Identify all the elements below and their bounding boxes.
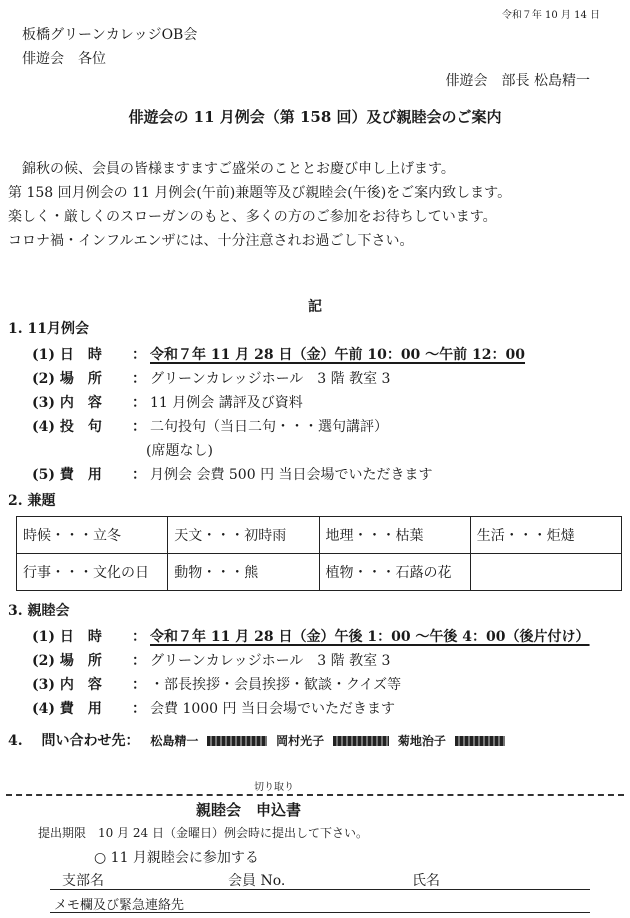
form-title: 親睦会 申込書 xyxy=(196,801,302,819)
section-heading: 1. 11月例会 xyxy=(8,321,89,337)
schedule-row xyxy=(32,392,303,412)
table-cell xyxy=(470,554,621,591)
schedule-row xyxy=(32,698,395,718)
intro-line: コロナ禍・インフルエンザには、十分注意されお過ごし下さい。 xyxy=(8,233,414,249)
table-row xyxy=(17,517,622,554)
row-label: (2) 場 所 xyxy=(32,653,102,669)
contact-label: 問い合わせ先： xyxy=(41,733,140,749)
kendai-table xyxy=(16,516,622,591)
section-number: 4. xyxy=(8,733,23,749)
contact-name: 菊地治子 xyxy=(397,734,446,748)
schedule-row xyxy=(32,674,401,694)
row-colon: ： xyxy=(132,467,146,483)
row-value: 会費 1000 円 当日会場でいただきます xyxy=(150,701,395,717)
redacted-phone xyxy=(207,736,267,746)
row-colon: ： xyxy=(132,419,146,435)
row-label: (3) 内 容 xyxy=(32,677,102,693)
row-value: 二句投句（当日二句・・・選句講評） xyxy=(150,419,388,435)
contact-row xyxy=(8,730,509,750)
intro-line: 錦秋の候、会員の皆様ますますご盛栄のこととお慶び申し上げます。 xyxy=(22,161,455,177)
schedule-row xyxy=(32,464,433,484)
schedule-row xyxy=(32,626,590,646)
submission-deadline: 提出期限 10 月 24 日（金曜日）例会時に提出して下さい。 xyxy=(38,826,368,840)
document-title: 俳遊会の 11 月例会（第 158 回）及び親睦会のご案内 xyxy=(128,108,502,126)
schedule-row xyxy=(32,368,390,388)
row-value: グリーンカレッジホール 3 階 教室 3 xyxy=(150,653,391,669)
row-colon: ： xyxy=(132,677,146,693)
schedule-row xyxy=(32,416,388,436)
row-label: (1) 日 時 xyxy=(32,347,102,363)
contact-name: 岡村光子 xyxy=(276,734,325,748)
table-cell: 天文・・・初時雨 xyxy=(168,517,319,554)
row-label: (3) 内 容 xyxy=(32,395,102,411)
row-colon: ： xyxy=(132,347,146,363)
contact-name: 松島精一 xyxy=(150,734,199,748)
memo-field-label: メモ欄及び緊急連絡先 xyxy=(54,898,185,913)
table-cell: 動物・・・熊 xyxy=(168,554,319,591)
row-colon: ： xyxy=(132,653,146,669)
row-label: (2) 場 所 xyxy=(32,371,102,387)
sender: 俳遊会 部長 松島精一 xyxy=(445,73,590,89)
cut-line xyxy=(6,794,624,796)
ki-heading: 記 xyxy=(308,299,322,315)
table-cell: 生活・・・炬燵 xyxy=(470,517,621,554)
table-cell: 行事・・・文化の日 xyxy=(17,554,168,591)
row-value: 令和７年 11 月 28 日（金）午後 1：00 〜午後 4：00（後片付け） xyxy=(150,629,590,645)
schedule-row xyxy=(32,650,390,670)
schedule-note: (席題なし) xyxy=(146,443,213,459)
row-value: 11 月例会 講評及び資料 xyxy=(150,395,303,411)
row-value: 令和７年 11 月 28 日（金）午前 10：00 〜午前 12：00 xyxy=(150,347,526,363)
row-label: (4) 費 用 xyxy=(32,701,102,717)
entry-line[interactable] xyxy=(50,912,590,913)
addressee-organization: 板橋グリーンカレッジOB会 xyxy=(22,27,198,43)
row-colon: ： xyxy=(132,629,146,645)
redacted-phone xyxy=(333,736,389,746)
row-colon: ： xyxy=(132,701,146,717)
cut-label: 切り取り xyxy=(250,778,298,793)
intro-line: 第 158 回月例会の 11 月例会(午前)兼題等及び親睦会(午後)をご案内致します。 xyxy=(8,185,512,201)
table-cell: 地理・・・枯葉 xyxy=(319,517,470,554)
row-value: グリーンカレッジホール 3 階 教室 3 xyxy=(150,371,391,387)
document-date: 令和７年 10 月 14 日 xyxy=(501,10,600,21)
intro-line: 楽しく・厳しくのスローガンのもと、多くの方のご参加をお待ちしています。 xyxy=(8,209,497,225)
row-colon: ： xyxy=(132,371,146,387)
row-value: 月例会 会費 500 円 当日会場でいただきます xyxy=(150,467,433,483)
attend-option[interactable]: ○ 11 月親睦会に参加する xyxy=(94,850,259,866)
row-value: ・部長挨拶・会員挨拶・歓談・クイズ等 xyxy=(150,677,402,693)
row-label: (1) 日 時 xyxy=(32,629,102,645)
row-label: (5) 費 用 xyxy=(32,467,102,483)
section-heading: 2. 兼題 xyxy=(8,493,56,509)
entry-line[interactable] xyxy=(50,889,590,890)
table-cell: 植物・・・石蕗の花 xyxy=(319,554,470,591)
table-cell: 時候・・・立冬 xyxy=(17,517,168,554)
table-row xyxy=(17,554,622,591)
schedule-row xyxy=(32,344,525,364)
branch-field-label: 支部名 xyxy=(62,873,104,889)
row-colon: ： xyxy=(132,395,146,411)
row-label: (4) 投 句 xyxy=(32,419,102,435)
addressee-group: 俳遊会 各位 xyxy=(22,51,106,67)
member-no-field-label: 会員 No. xyxy=(228,873,286,889)
name-field-label: 氏名 xyxy=(412,873,440,889)
section-heading: 3. 親睦会 xyxy=(8,603,70,619)
redacted-phone xyxy=(455,736,505,746)
